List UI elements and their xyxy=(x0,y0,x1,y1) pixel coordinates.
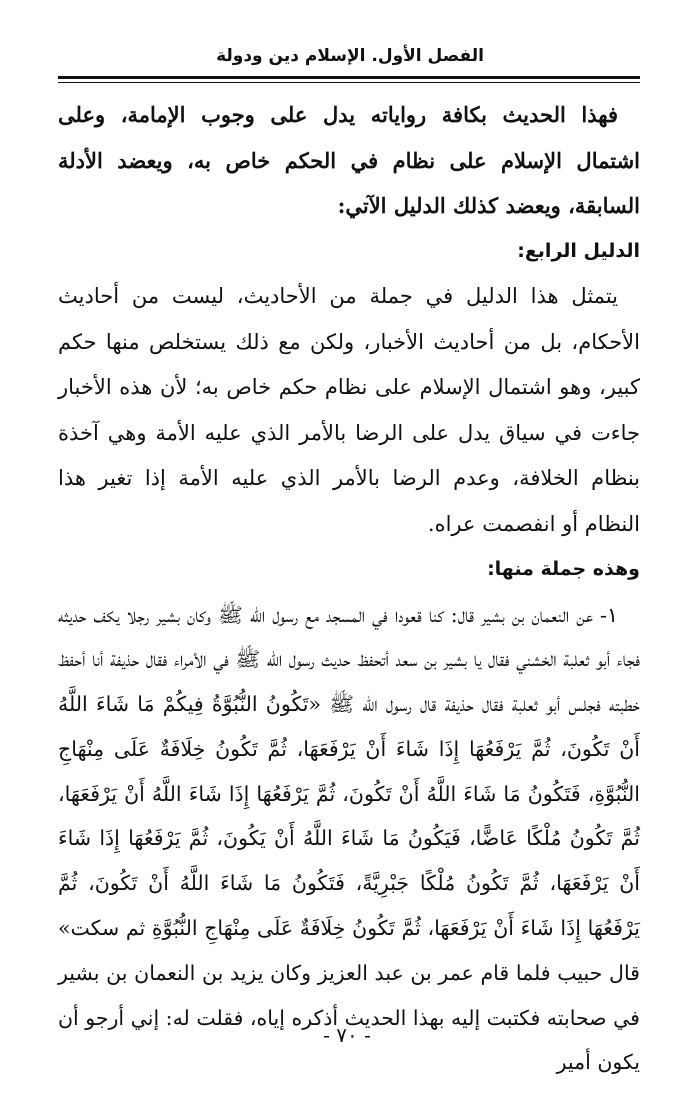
hadith-continuation: قال حبيب فلما قام عمر بن عبد العزيز وكان يزيد بن النعمان بن بشير في صحابته فكتبت إليه بهذا الحديث أذكره إياه، فقلت له: إني أرجو أن يكون أمير xyxy=(58,960,640,1075)
paragraph-fourth-evidence: يتمثل هذا الدليل في جملة من الأحاديث، ليست من أحاديث الأحكام، بل من أحاديث الأخبار، ولكن مع ذلك يستخلص منها حكم كبير، وهو اشتمال الإسلام على نظام حكم خاص به؛ لأن هذه الأخبار جاءت في سياق يدل على الرضا بالأمر الذي عليه الأمة وهي آخذة بنظام الخلافة، وعدم الرضا بالأمر الذي عليه الأمة إذا تغير هذا النظام أو انفصمت عراه. xyxy=(58,284,641,536)
hadith-intro: ١- عن النعمان بن بشير قال: كنا قعودا في المسجد مع رسول الله ﷺ وكان بشير رجلا يكف حديثه فجاء أبو ثعلبة الخشني فقال يا بشير بن سعد أتحفظ حديث رسول الله ﷺ في الأمراء فقال حذيفة أنا أحفظ خطبته فجلس أبو ثعلبة فقال حذيفة قال رسول الله ﷺ xyxy=(58,602,640,717)
section-heading-fourth-evidence: الدليل الرابع: xyxy=(517,239,640,262)
hadith-paragraph xyxy=(58,593,640,1086)
page-number: - ٧٠ - xyxy=(323,1023,371,1047)
running-header: الفصل الأول. الإسلام دين ودولة xyxy=(216,46,484,66)
hadith-quote: «تَكُونُ النُّبُوَّةُ فِيكُمْ مَا شَاءَ اللَّهُ أَنْ تَكُونَ، ثُمَّ يَرْفَعُهَا إِذَا شَاءَ أَنْ يَرْفَعَهَا، ثُمَّ تَكُونُ خِلَافَةٌ عَلَى مِنْهَاجِ النُّبُوَّةِ، فَتَكُونُ مَا شَاءَ اللَّهُ أَنْ تَكُونَ، ثُمَّ يَرْفَعُهَا إِذَا شَاءَ اللَّهُ أَنْ يَرْفَعَهَا، ثُمَّ تَكُونُ مُلْكًا عَاضًّا، فَيَكُونُ مَا شَاءَ اللَّهُ أَنْ يَكُونَ، ثُمَّ يَرْفَعُهَا إِذَا شَاءَ أَنْ يَرْفَعَهَا، ثُمَّ تَكُونُ مُلْكًا جَبْرِيَّةً، فَتَكُونُ مَا شَاءَ اللَّهُ أَنْ تَكُونَ، ثُمَّ يَرْفَعُهَا إِذَا شَاءَ أَنْ يَرْفَعَهَا، ثُمَّ تَكُونُ خِلَافَةٌ عَلَى مِنْهَاجِ النُّبُوَّةِ ثم سكت» xyxy=(58,692,640,941)
body-text xyxy=(58,92,640,1085)
header-rule-thick xyxy=(58,76,640,79)
paragraph-conclusion: فهذا الحديث بكافة رواياته يدل على وجوب الإمامة، وعلى اشتمال الإسلام على نظام في الحكم خاص به، ويعضد الأدلة السابقة، ويعضد كذلك الدليل الآتي: xyxy=(58,102,640,218)
subheading-examples: وهذه جملة منها: xyxy=(487,558,640,580)
header-rule-thin xyxy=(58,82,640,83)
